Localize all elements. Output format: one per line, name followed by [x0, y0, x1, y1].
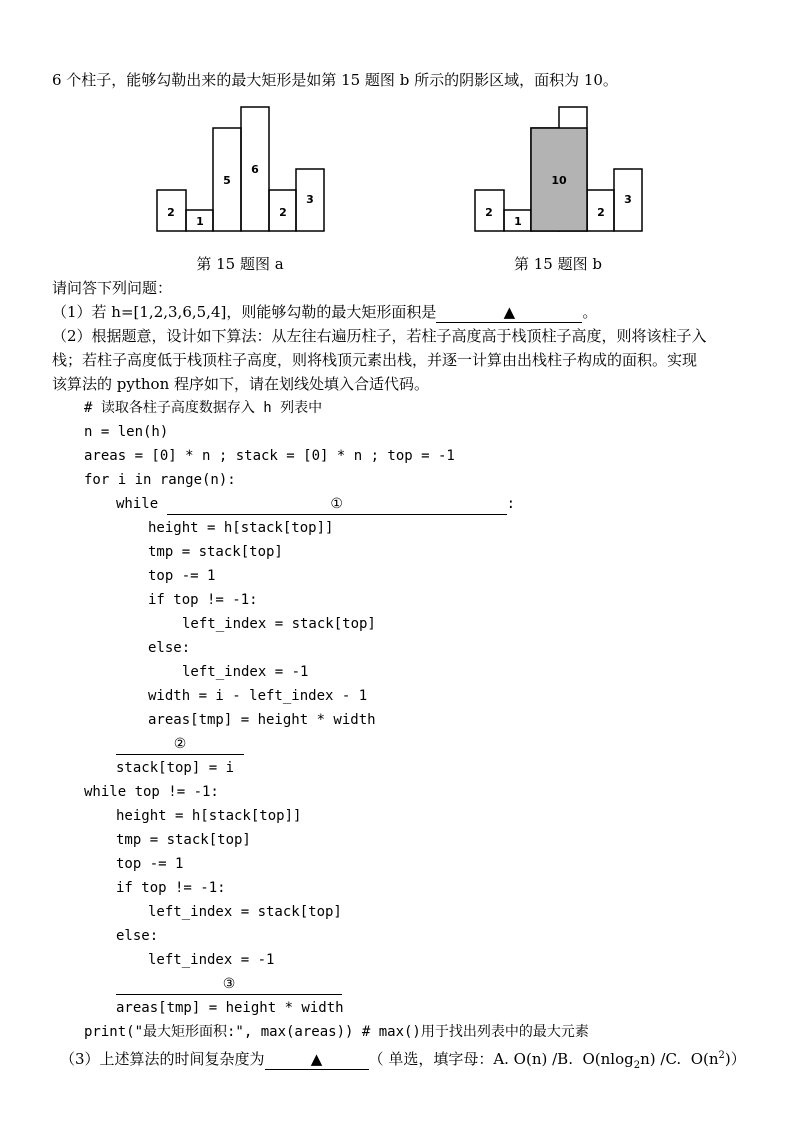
question-1-text: （1）若 h=[1,2,3,6,5,4]，则能够勾勒的最大矩形面积是 [52, 303, 437, 321]
code-line-18: height = h[stack[top]] [116, 808, 302, 824]
code-line-15 [116, 734, 244, 755]
code-line-21: if top != -1: [116, 880, 226, 896]
shaded-area-label: 10 [551, 174, 567, 187]
bar-label-a-6: 3 [306, 193, 314, 206]
question-1-end: 。 [582, 303, 598, 321]
blank-marker-q3: ▲ [310, 1050, 323, 1068]
code-blank-1 [167, 494, 507, 515]
code-line-24: left_index = -1 [148, 952, 275, 968]
code-line-26: areas[tmp] = height * width [116, 1000, 344, 1016]
bar-label-b-2: 1 [514, 215, 522, 228]
code-line-5 [116, 494, 515, 515]
figure-b-caption: 第 15 题图 b [514, 255, 602, 273]
code-line-23: else: [116, 928, 159, 944]
question-3-text: （3）上述算法的时间复杂度为 [60, 1050, 265, 1068]
answer-blank-q3 [265, 1049, 369, 1070]
figure-a-caption: 第 15 题图 a [196, 255, 284, 273]
blank-marker-1: ① [330, 496, 343, 512]
code-line-4: for i in range(n): [84, 472, 236, 488]
blank-marker: ▲ [503, 303, 516, 321]
code-line-22: left_index = stack[top] [148, 904, 342, 920]
code-line-17: while top != -1: [84, 784, 219, 800]
code-line-27: print("最大矩形面积:", max(areas)) # max()用于找出列表中的最大元素 [84, 1024, 589, 1040]
code-line-6: height = h[stack[top]] [148, 520, 334, 536]
code-line-1: # 读取各柱子高度数据存入 h 列表中 [84, 400, 323, 416]
bar-label-b-6: 3 [624, 193, 632, 206]
figure-a [150, 98, 330, 238]
exponent: 2 [718, 1050, 725, 1061]
while-keyword: while [116, 496, 159, 512]
code-line-2: n = len(h) [84, 424, 169, 440]
code-line-14: areas[tmp] = height * width [148, 712, 376, 728]
code-line-11: else: [148, 640, 191, 656]
colon: : [506, 496, 516, 512]
figure-b [468, 98, 648, 238]
code-line-25 [116, 974, 342, 995]
options-prefix: （ 单选，填字母：A. O(n) /B. O(nlog [368, 1050, 634, 1068]
question-2-line2: 栈；若柱子高度低于栈顶柱子高度，则将栈顶元素出栈，并逐一计算由出栈柱子构成的面积。实现 [52, 351, 698, 369]
code-line-9: if top != -1: [148, 592, 258, 608]
code-line-8: top -= 1 [148, 568, 216, 584]
bar-label-a-2: 1 [196, 215, 204, 228]
bar-label-a-1: 2 [167, 206, 175, 219]
code-line-13: width = i - left_index - 1 [148, 688, 368, 704]
answer-blank-q1 [436, 302, 582, 323]
bar-label-b-1: 2 [485, 206, 493, 219]
code-line-19: tmp = stack[top] [116, 832, 251, 848]
code-line-10: left_index = stack[top] [182, 616, 376, 632]
blank-marker-3: ③ [222, 976, 236, 992]
code-line-7: tmp = stack[top] [148, 544, 283, 560]
code-blank-2 [116, 734, 244, 755]
code-blank-3 [116, 974, 342, 995]
code-line-16: stack[top] = i [116, 760, 235, 776]
question-1 [52, 302, 597, 323]
bar-label-a-3: 5 [223, 174, 231, 187]
question-2-line3: 该算法的 python 程序如下，请在划线处填入合适代码。 [52, 375, 429, 393]
intro-text: 6 个柱子，能够勾勒出来的最大矩形是如第 15 题图 b 所示的阴影区域，面积为 10。 [52, 71, 618, 89]
blank-marker-2: ② [173, 736, 187, 752]
options-end: )） [724, 1050, 746, 1068]
log-base: 2 [633, 1060, 641, 1071]
code-line-12: left_index = -1 [182, 664, 309, 680]
question-3 [60, 1046, 746, 1076]
code-line-3: areas = [0] * n ; stack = [0] * n ; top = -1 [84, 448, 455, 464]
questions-intro: 请问答下列问题： [52, 279, 173, 297]
bar-label-b-5: 2 [597, 206, 605, 219]
options-mid: n) /C. O(n [640, 1050, 719, 1068]
code-line-20: top -= 1 [116, 856, 184, 872]
question-2-line1: （2）根据题意，设计如下算法：从左往右遍历柱子，若柱子高度高于栈顶柱子高度，则将该柱子入 [52, 327, 707, 345]
bar-label-a-4: 6 [251, 163, 259, 176]
bar-label-a-5: 2 [279, 206, 287, 219]
